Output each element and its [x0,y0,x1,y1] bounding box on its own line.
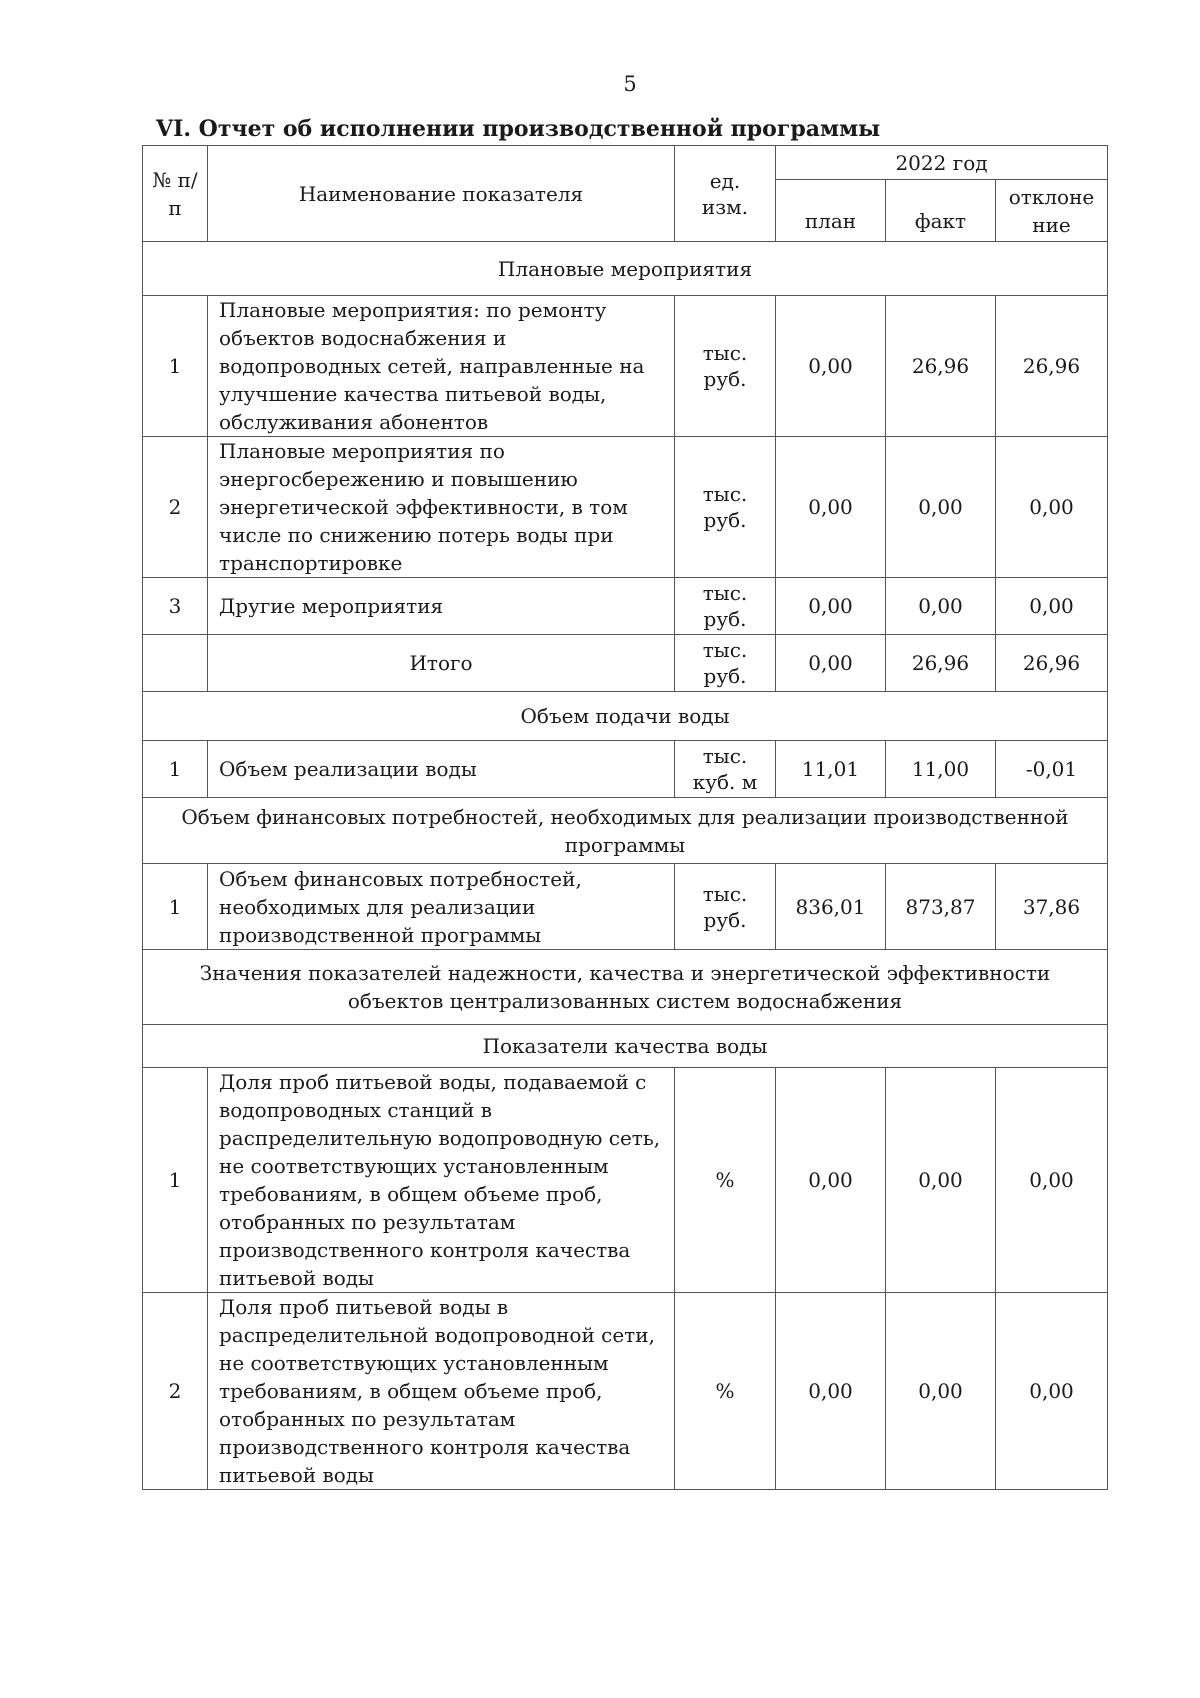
table-row [143,864,1108,950]
section-row [143,1025,1108,1068]
cell-name: Плановые мероприятия по энергосбережению и повышению энергетической эффективности, в том числе по снижению потерь воды при транспортировке [208,437,675,578]
cell-fact: 873,87 [886,864,996,950]
cell-plan: 0,00 [776,437,886,578]
header-year: 2022 год [776,146,1108,180]
cell-no: 1 [143,864,208,950]
header-name: Наименование показателя [208,146,675,242]
cell-deviation: 26,96 [996,635,1108,692]
cell-name: Плановые мероприятия: по ремонту объектов водоснабжения и водопроводных сетей, направленные на улучшение качества питьевой воды, обслуживания абонентов [208,296,675,437]
cell-fact: 26,96 [886,296,996,437]
cell-fact: 11,00 [886,741,996,798]
table-row [143,741,1108,798]
table-row [143,1293,1108,1490]
table-row [143,1068,1108,1293]
cell-no: 2 [143,1293,208,1490]
cell-deviation: 0,00 [996,1068,1108,1293]
section-title-cell: Показатели качества воды [143,1025,1108,1068]
cell-plan: 0,00 [776,578,886,635]
cell-no: 1 [143,296,208,437]
page-number: 5 [623,72,637,96]
cell-fact: 0,00 [886,437,996,578]
cell-name: Доля проб питьевой воды в распределительной водопроводной сети, не соответствующих установленным требованиям, в общем объеме проб, отобранных по результатам производственного контроля качества питьевой воды [208,1293,675,1490]
section-title-cell: Плановые мероприятия [143,242,1108,296]
section-row [143,692,1108,741]
section-title: VI. Отчет об исполнении производственной программы [156,116,881,142]
cell-fact: 0,00 [886,578,996,635]
header-unit: ед. изм. [675,146,776,242]
cell-unit: тыс. руб. [675,864,776,950]
cell-unit: тыс. руб. [675,578,776,635]
cell-deviation: 37,86 [996,864,1108,950]
cell-deviation: 0,00 [996,1293,1108,1490]
header-fact: факт [886,180,996,242]
header-no: № п/п [143,146,208,242]
cell-no [143,635,208,692]
header-plan: план [776,180,886,242]
table-row-total [143,635,1108,692]
cell-deviation: 26,96 [996,296,1108,437]
cell-plan: 0,00 [776,635,886,692]
cell-name: Объем реализации воды [208,741,675,798]
cell-unit: % [675,1068,776,1293]
cell-unit: тыс. руб. [675,437,776,578]
table-row [143,296,1108,437]
cell-name: Другие мероприятия [208,578,675,635]
cell-fact: 26,96 [886,635,996,692]
cell-deviation: -0,01 [996,741,1108,798]
cell-no: 2 [143,437,208,578]
cell-deviation: 0,00 [996,437,1108,578]
cell-plan: 0,00 [776,296,886,437]
table-header [143,146,1108,242]
section-row [143,950,1108,1025]
cell-no: 3 [143,578,208,635]
cell-unit: % [675,1293,776,1490]
cell-name: Доля проб питьевой воды, подаваемой с водопроводных станций в распределительную водопроводную сеть, не соответствующих установленным требованиям, в общем объеме проб, отобранных по результатам производственного контроля качества питьевой воды [208,1068,675,1293]
table-row [143,578,1108,635]
cell-plan: 0,00 [776,1293,886,1490]
section-row [143,242,1108,296]
cell-deviation: 0,00 [996,578,1108,635]
table-row [143,437,1108,578]
section-row [143,798,1108,864]
cell-fact: 0,00 [886,1293,996,1490]
section-title-cell: Объем подачи воды [143,692,1108,741]
header-deviation: отклоне ние [996,180,1108,242]
cell-unit: тыс. руб. [675,296,776,437]
report-table [142,145,1108,1490]
cell-plan: 11,01 [776,741,886,798]
cell-unit: тыс. руб. [675,635,776,692]
cell-no: 1 [143,741,208,798]
cell-no: 1 [143,1068,208,1293]
cell-plan: 0,00 [776,1068,886,1293]
cell-unit: тыс. куб. м [675,741,776,798]
cell-name-total: Итого [208,635,675,692]
section-title-cell: Объем финансовых потребностей, необходимых для реализации производственной программы [143,798,1108,864]
cell-fact: 0,00 [886,1068,996,1293]
cell-plan: 836,01 [776,864,886,950]
section-title-cell: Значения показателей надежности, качества и энергетической эффективности объектов централизованных систем водоснабжения [143,950,1108,1025]
cell-name: Объем финансовых потребностей, необходимых для реализации производственной программы [208,864,675,950]
